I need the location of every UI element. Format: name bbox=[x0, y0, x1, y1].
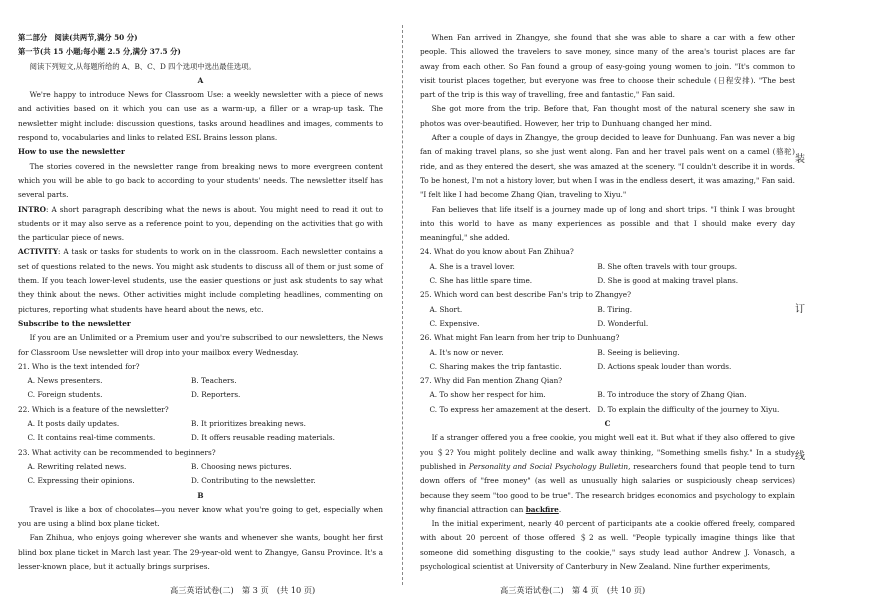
q22-option-c: C. It contains real-time comments. bbox=[27, 433, 156, 443]
q25-option-c: C. Expensive. bbox=[429, 318, 480, 328]
part-title: 第二部分 阅读(共两节,满分 50 分) bbox=[18, 33, 138, 42]
q27-option-d: D. To explain the difficulty of the journey to Xiyu. bbox=[597, 404, 780, 414]
q21-option-c: C. Foreign students. bbox=[27, 390, 103, 400]
intro-text: : A short paragraph describing what the news is about. You might need to read it out to students or it may also serve as a reference point to you, depending on the activities that go with the particular piece of news. bbox=[18, 204, 383, 243]
subscribe-paragraph: If you are an Unlimited or a Premium user and you're subscribed to our newsletters, the News for Classroom Use newsletter will drop into your mailbox every Wednesday. bbox=[18, 333, 383, 357]
q27-option-b: B. To introduce the story of Zhang Qian. bbox=[597, 390, 747, 400]
activity-text: : A task or tasks for students to work on in the classroom. Each newsletter contains a set of questions related to the news. You might ask students to discuss all of them or just some of them. If you teach lower-level students, use the easier questions or just ask students to say what they think about the news. Other activities might include completing headlines, commenting on pictures, reporting what students have heard about the news, etc. bbox=[18, 247, 383, 314]
question-23: 23. What activity can be recommended to beginners? bbox=[18, 447, 216, 457]
left-column bbox=[18, 31, 383, 574]
q26-option-a: A. It's now or never. bbox=[429, 347, 504, 357]
question-21: 21. Who is the text intended for? bbox=[18, 361, 140, 371]
q27-option-c: C. To express her amazement at the desert. bbox=[429, 404, 591, 414]
right-column bbox=[420, 31, 795, 574]
underlined-keyword: backfire bbox=[525, 504, 559, 514]
question-21-options-row-1 bbox=[18, 374, 383, 388]
question-25: 25. Which word can best describe Fan's trip to Zhangye? bbox=[420, 290, 631, 300]
question-22-options-row-2 bbox=[18, 431, 383, 445]
q23-option-d: D. Contributing to the newsletter. bbox=[190, 476, 316, 486]
binding-mark-xian: 线 bbox=[795, 451, 805, 462]
passage-a-para-2: The stories covered in the newsletter range from breaking news to more evergreen content which you will be able to go back to according to your students' needs. The newsletter itself has several parts. bbox=[18, 161, 383, 200]
q23-option-a: A. Rewriting related news. bbox=[27, 461, 127, 471]
passage-b-label: B bbox=[197, 490, 204, 500]
heading-subscribe: Subscribe to the newsletter bbox=[18, 318, 131, 328]
question-22: 22. Which is a feature of the newsletter? bbox=[18, 404, 169, 414]
binding-mark-ding: 订 bbox=[795, 304, 805, 315]
passage-b-para-2: Fan Zhihua, who enjoys going wherever she wants and whenever she wants, bought her first blind box plane ticket in March last year. The 29-year-old went to Zhangye, Gansu Province. It's a lesser-known place, but it actually brings surprises. bbox=[18, 533, 383, 571]
passage-b-para-6: Fan believes that life itself is a journey made up of long and short trips. "I think I was brought into this world to have as many experiences as possible and that I should make every day meaningful," she added. bbox=[420, 204, 795, 243]
q22-option-d: D. It offers reusable reading materials. bbox=[190, 433, 335, 443]
question-27-options-row-2 bbox=[420, 403, 795, 417]
question-26-options-row-1 bbox=[420, 346, 795, 360]
passage-b-para-5: After a couple of days in Zhangye, the group decided to leave for Dunhuang. Fan was never a big fan of making travel plans, so she just went along. Fan and her travel pals went on a camel (骆驼) ride, and as they entered the desert, she was amazed at the scenery. "I couldn't describe it in words. To be honest, I'm not a history lover, but when I was in the endless desert, it was amazing," Fan said. "I felt like I had become Zhang Qian, traveling to Xiyu." bbox=[420, 133, 795, 200]
passage-a-label: A bbox=[197, 75, 204, 85]
activity-paragraph bbox=[18, 245, 383, 316]
q21-option-d: D. Reporters. bbox=[190, 390, 241, 400]
question-27: 27. Why did Fan mention Zhang Qian? bbox=[420, 376, 563, 386]
passage-b-para-3: When Fan arrived in Zhangye, she found that she was able to share a car with a few other people. This allowed the travelers to save money, since many of the area's tourist places are far away from each other. So Fan found a group of easy-going young women to join. "It's common to visit tourist places together, but everyone was free to choose their schedule (日程安排). "The best part of the trip is this way of travelling, free and fantastic," Fan said. bbox=[420, 33, 795, 100]
q21-option-a: A. News presenters. bbox=[27, 376, 103, 386]
journal-title: Personality and Social Psychology Bulletin bbox=[468, 461, 629, 471]
question-25-options-row-2 bbox=[420, 317, 795, 331]
q25-option-a: A. Short. bbox=[429, 304, 463, 314]
q27-option-a: A. To show her respect for him. bbox=[429, 390, 546, 400]
q24-option-c: C. She has little spare time. bbox=[429, 276, 533, 286]
question-27-options-row-1 bbox=[420, 388, 795, 402]
q25-option-b: B. Tiring. bbox=[597, 304, 633, 314]
passage-c-text-1: If a stranger offered you a free cookie, you might well eat it. But what if they also offered to give you ＄2? You might politely decline and walk away thinking, "Something smells fishy." In a study published in bbox=[420, 433, 795, 471]
intro-paragraph bbox=[18, 203, 383, 246]
question-23-options-row-2 bbox=[18, 474, 383, 488]
q26-option-b: B. Seeing is believing. bbox=[597, 347, 680, 357]
question-25-options-row-1 bbox=[420, 303, 795, 317]
left-page bbox=[0, 0, 402, 603]
q22-option-a: A. It posts daily updates. bbox=[27, 419, 120, 429]
q23-option-c: C. Expressing their opinions. bbox=[27, 476, 135, 486]
q24-option-a: A. She is a travel lover. bbox=[429, 261, 515, 271]
activity-label: ACTIVITY bbox=[18, 247, 59, 257]
section-title: 第一节(共 15 小题;每小题 2.5 分,满分 37.5 分) bbox=[18, 47, 181, 57]
passage-c-text-2: , researchers found that people tend to turn down offers of "free money" (as well as unusually high salaries or suspiciously cheap services) because they seem "too good to be true". The research bridges economics and psychology to explain why financial attraction can bbox=[420, 461, 795, 514]
question-21-options-row-2 bbox=[18, 388, 383, 402]
passage-b-para-1: Travel is like a box of chocolates—you never know what you're going to get, especially when you are using a blind box plane ticket. bbox=[18, 504, 383, 529]
q24-option-d: D. She is good at making travel plans. bbox=[597, 276, 739, 286]
footer-page-3: 高三英语试卷(二) 第 3 页 (共 10 页) bbox=[170, 585, 316, 595]
passage-c-para-1 bbox=[420, 431, 795, 517]
question-22-options-row-1 bbox=[18, 417, 383, 431]
passage-b-para-4: She got more from the trip. Before that, Fan thought most of the natural scenery she saw in photos was over-beautified. However, her trip to Dunhuang changed her mind. bbox=[420, 104, 795, 128]
footer-page-4: 高三英语试卷(二) 第 4 页 (共 10 页) bbox=[500, 585, 646, 595]
question-26: 26. What might Fan learn from her trip to Dunhuang? bbox=[420, 333, 620, 343]
binding-mark-zhuang: 装 bbox=[795, 154, 805, 165]
q25-option-d: D. Wonderful. bbox=[597, 318, 649, 328]
q21-option-b: B. Teachers. bbox=[190, 376, 237, 386]
q26-option-d: D. Actions speak louder than words. bbox=[597, 361, 732, 371]
intro-label: INTRO bbox=[18, 204, 46, 214]
question-24-options-row-2 bbox=[420, 274, 795, 288]
instruction: 阅读下列短文,从每题所给的 A、B、C、D 四个选项中选出最佳选项。 bbox=[29, 61, 256, 71]
passage-a-para-1: We're happy to introduce News for Classroom Use: a weekly newsletter with a piece of news and activities based on it which you can use as a warm-up, a filler or a wrap-up task. The newsletter might include: discussion questions, tasks around headlines and images, comments to respond to, vocabularies and links to related ESL Brains lesson plans. bbox=[18, 90, 383, 143]
heading-how-to-use: How to use the newsletter bbox=[18, 147, 125, 157]
q26-option-c: C. Sharing makes the trip fantastic. bbox=[429, 361, 562, 371]
q23-option-b: B. Choosing news pictures. bbox=[190, 461, 292, 471]
question-24: 24. What do you know about Fan Zhihua? bbox=[420, 247, 574, 257]
question-24-options-row-1 bbox=[420, 260, 795, 274]
question-23-options-row-1 bbox=[18, 460, 383, 474]
q24-option-b: B. She often travels with tour groups. bbox=[597, 261, 738, 271]
question-26-options-row-2 bbox=[420, 360, 795, 374]
passage-c-label: C bbox=[604, 419, 611, 429]
passage-c-para-2: In the initial experiment, nearly 40 percent of participants ate a cookie offered freely, compared with about 20 percent of those offered ＄2 as well. "People typically imagine things like that someone did something disgusting to the cookie," says study lead author Andrew J. Vonasch, a psychological scientist at University of Canterbury in New Zealand. Nine further experiments, bbox=[420, 519, 795, 571]
q22-option-b: B. It prioritizes breaking news. bbox=[190, 419, 306, 429]
passage-c-text-3: . bbox=[558, 504, 562, 514]
